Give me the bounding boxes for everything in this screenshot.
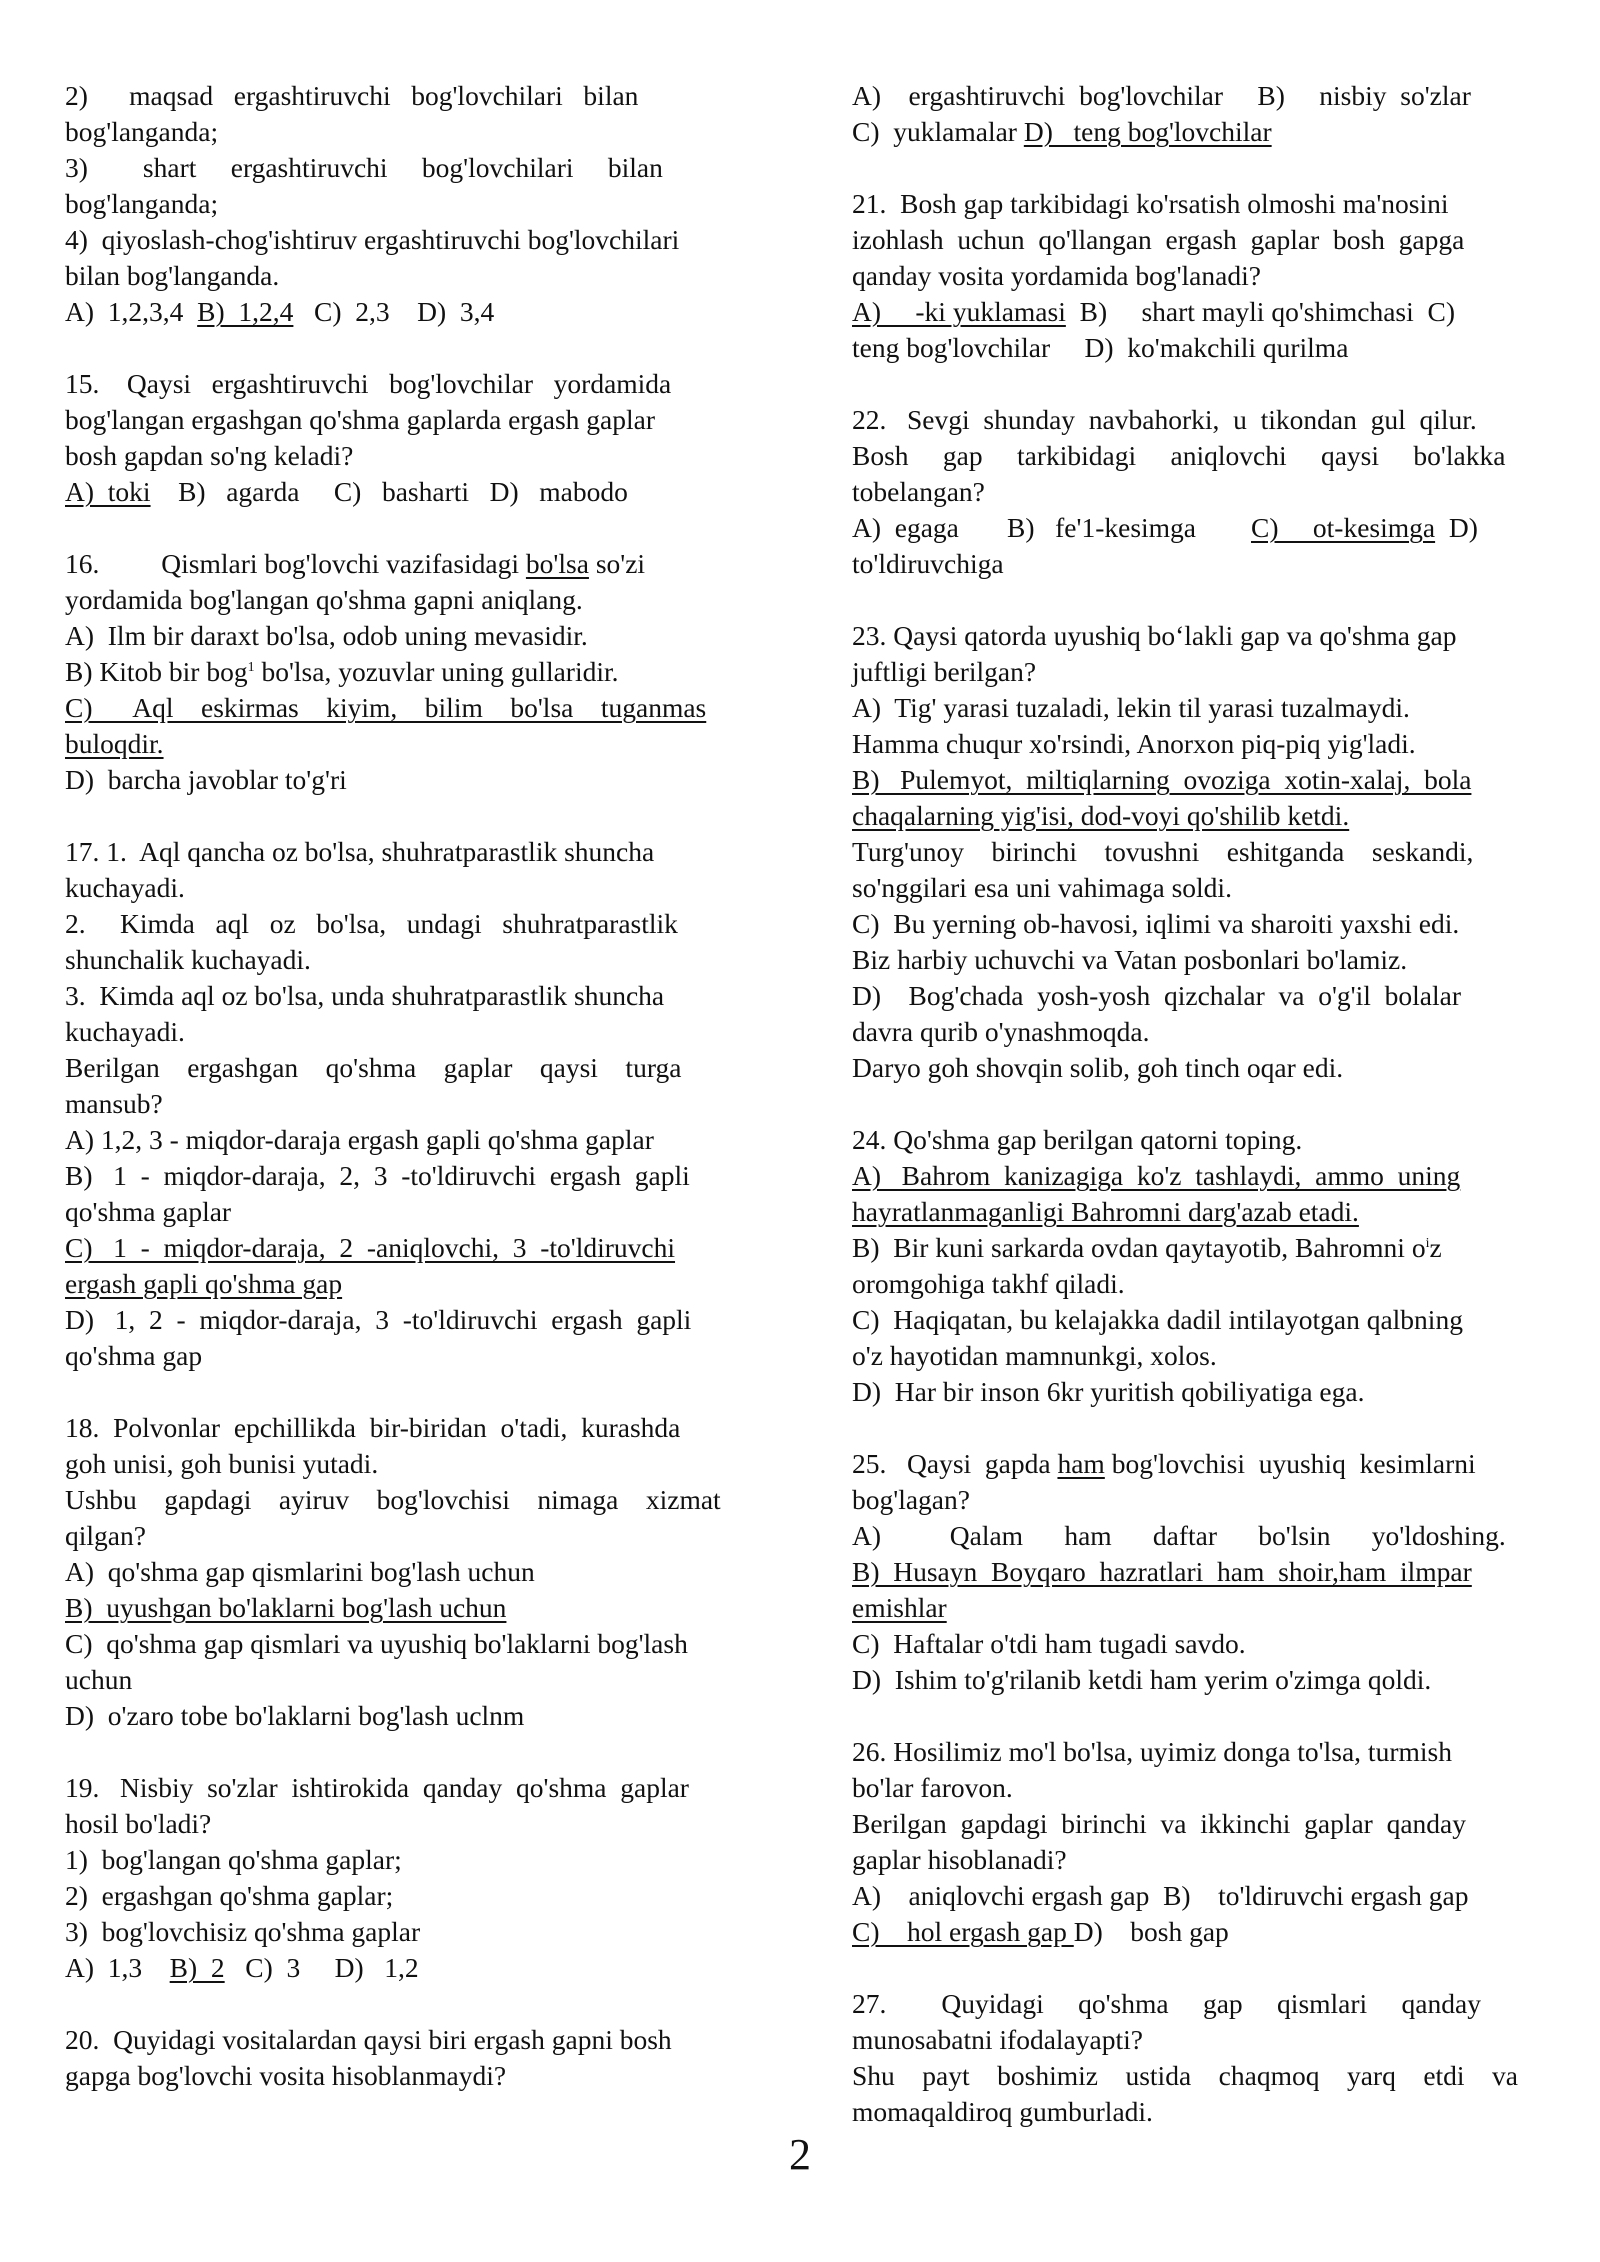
q26-answers-line1: A) aniqlovchi ergash gap B) to'ldiruvchi ergash gap [852,1880,1469,1911]
q25-underlined-word: ham [1057,1448,1105,1479]
q14-option-4-line2: bilan bog'langanda. [65,260,280,291]
q25-answer-b-correct-line2: emishlar [852,1592,947,1623]
q25-line1: 25. Qaysi gapda ham bog'lovchisi uyushiq kesimlarni [852,1448,1476,1479]
q24-answer-c-line2: o'z hayotidan mamnunkgi, xolos. [852,1340,1217,1371]
q22-line2: Bosh gap tarkibidagi aniqlovchi qaysi bo'lakka [852,440,1506,471]
q19-answers: A) 1,3 B) 2 C) 3 D) 1,2 [65,1952,419,1983]
q16-answer-c-correct-line1: C) Aql eskirmas kiyim, bilim bo'lsa tuganmas [65,692,707,723]
q18-line4: qilgan? [65,1520,146,1551]
q21-line2: izohlash uchun qo'llangan ergash gaplar bosh gapga [852,224,1465,255]
q17-line5: 3. Kimda aql oz bo'lsa, unda shuhratparastlik shuncha [65,980,665,1011]
q17-line1: 17. 1. Aql qancha oz bo'lsa, shuhratparastlik shuncha [65,836,655,867]
q14-answers [65,294,757,330]
q27-line3: Shu payt boshimiz ustida chaqmoq yarq etdi va [852,2060,1519,2091]
q23-answer-d-line2: davra qurib o'ynashmoqda. [852,1016,1150,1047]
q17-answer-b-line1: B) 1 - miqdor-daraja, 2, 3 -to'ldiruvchi ergash gapli [65,1160,690,1191]
q18-line1: 18. Polvonlar epchillikda bir-biridan o'tadi, kurashda [65,1412,681,1443]
q25-answer-b-correct-line1: B) Husayn Boyqaro hazratlari ham shoir,ham ilmpar [852,1556,1472,1587]
q18-line3: Ushbu gapdagi ayiruv bog'lovchisi nimaga xizmat [65,1484,721,1515]
q17-line3: 2. Kimda aql oz bo'lsa, undagi shuhratparastlik [65,908,678,939]
q16-answer-d: D) barcha javoblar to'g'ri [65,764,347,795]
q22-line3: tobelangan? [852,476,985,507]
q23-answer-a-line2: Hamma chuqur xo'rsindi, Anorxon piq-piq yig'ladi. [852,728,1416,759]
q17-line8: mansub? [65,1088,163,1119]
q20-line1: 20. Quyidagi vositalardan qaysi biri ergash gapni bosh [65,2024,672,2055]
q19-answer-b-correct: B) 2 [169,1952,225,1983]
q22-answers-line2: to'ldiruvchiga [852,548,1004,579]
q23-line2: juftligi berilgan? [852,656,1037,687]
q15-answer-a-correct: A) toki [65,476,151,507]
q18-answer-c-line1: C) qo'shma gap qismlari va uyushiq bo'laklarni bog'lash [65,1628,688,1659]
q20-line2: gapga bog'lovchi vosita hisoblanmaydi? [65,2060,507,2091]
q17-answer-b-line2: qo'shma gaplar [65,1196,232,1227]
q23-answer-b-line3: Turg'unoy birinchi tovushni eshitganda seskandi, [852,836,1474,867]
q17-answer-c-correct-line2: ergash gapli qo'shma gap [65,1268,343,1299]
q17-line2: kuchayadi. [65,872,185,903]
q17-answer-c-correct-line1: C) 1 - miqdor-daraja, 2 -aniqlovchi, 3 -to'ldiruvchi [65,1232,676,1263]
q26-answers-line2: C) hol ergash gap D) bosh gap [852,1916,1229,1947]
q23-answer-b-line4: so'nggilari esa uni vahimaga soldi. [852,872,1232,903]
q22-answers-line1: A) egaga B) fe'1-kesimga C) ot-kesimga D) [852,512,1478,543]
q22-line1: 22. Sevgi shunday navbahorki, u tikondan gul qilur. [852,404,1477,435]
q26-line4: gaplar hisoblanadi? [852,1844,1067,1875]
q17-answer-d-line2: qo'shma gap [65,1340,203,1371]
q18-answer-d: D) o'zaro tobe bo'laklarni bog'lash uclnm [65,1700,525,1731]
q19-option-3: 3) bog'lovchisiz qo'shma gaplar [65,1916,421,1947]
q26-line2: bo'lar farovon. [852,1772,1013,1803]
q26-line3: Berilgan gapdagi birinchi va ikkinchi gaplar qanday [852,1808,1466,1839]
q25-line2: bog'lagan? [852,1484,970,1515]
q27-line2: munosabatni ifodalayapti? [852,2024,1143,2055]
q18-answer-c-line2: uchun [65,1664,133,1695]
q18-answer-a: A) qo'shma gap qismlarini bog'lash uchun [65,1556,535,1587]
q14-answer-b-correct: B) 1,2,4 [197,296,294,327]
q14-option-3-line1: 3) shart ergashtiruvchi bog'lovchilari bilan [65,152,663,183]
q17-answer-a: A) 1,2, 3 - miqdor-daraja ergash gapli qo'shma gaplar [65,1124,654,1155]
q15-answers [65,474,757,510]
q19-line1: 19. Nisbiy so'zlar ishtirokida qanday qo'shma gaplar [65,1772,689,1803]
q17-line6: kuchayadi. [65,1016,185,1047]
q14-option-2-line2: bog'langanda; [65,116,219,147]
q19-option-1: 1) bog'langan qo'shma gaplar; [65,1844,402,1875]
q24-answer-d: D) Har bir inson 6kr yuritish qobiliyatiga ega. [852,1376,1365,1407]
q16-line2: yordamida bog'langan qo'shma gapni aniqlang. [65,584,583,615]
q21-answers-line1: A) -ki yuklamasi B) shart mayli qo'shimchasi C) [852,296,1456,327]
q24-answer-a-correct-line1: A) Bahrom kanizagiga ko'z tashlaydi, ammo uning [852,1160,1461,1191]
q16-answer-a: A) Ilm bir daraxt bo'lsa, odob uning mevasidir. [65,620,588,651]
q23-answer-d-line1: D) Bog'chada yosh-yosh qizchalar va o'g'il bolalar [852,980,1462,1011]
q25-answer-a: A) Qalam ham daftar bo'lsin yo'ldoshing. [852,1520,1506,1551]
q23-line1: 23. Qaysi qatorda uyushiq bo‘lakli gap va qo'shma gap [852,620,1457,651]
q27-line4: momaqaldiroq gumburladi. [852,2096,1153,2127]
q23-answer-c-line2: Biz harbiy uchuvchi va Vatan posbonlari bo'lamiz. [852,944,1408,975]
q16-underlined-word: bo'lsa [525,548,589,579]
q24-answer-a-correct-line2: hayratlanmaganligi Bahromni darg'azab etadi. [852,1196,1359,1227]
q25-answer-c: C) Haftalar o'tdi ham tugadi savdo. [852,1628,1246,1659]
left-column [65,78,757,2094]
q18-answer-b-correct: B) uyushgan bo'laklarni bog'lash uchun [65,1592,507,1623]
q16-line1: 16. Qismlari bog'lovchi vazifasidagi bo'lsa so'zi [65,548,646,579]
q24-answer-b-line2: oromgohiga takhf qiladi. [852,1268,1125,1299]
q15-answer-rest: B) agarda C) basharti D) mabodo [150,476,628,507]
q23-answer-b-correct-line1: B) Pulemyot, miltiqlarning ovoziga xotin-xalaj, bola [852,764,1472,795]
q23-answer-b-correct-line2: chaqalarning yig'isi, dod-voyi qo'shilib ketdi. [852,800,1350,831]
q14-answer-a: A) 1,2,3,4 [65,296,198,327]
q20-answer-d-correct: D) teng bog'lovchilar [1023,116,1272,147]
q23-answer-a-line1: A) Tig' yarasi tuzaladi, lekin til yarasi tuzalmaydi. [852,692,1410,723]
right-column [852,78,1544,2130]
q23-answer-c-line1: C) Bu yerning ob-havosi, iqlimi va sharoiti yaxshi edi. [852,908,1460,939]
q19-line2: hosil bo'ladi? [65,1808,212,1839]
footnote-mark: 1 [247,659,255,675]
q17-line4: shunchalik kuchayadi. [65,944,311,975]
q20-answers-line1: A) ergashtiruvchi bog'lovchilar B) nisbiy so'zlar [852,80,1471,111]
q14-option-3-line2: bog'langanda; [65,188,219,219]
q17-answer-d-line1: D) 1, 2 - miqdor-daraja, 3 -to'ldiruvchi ergash gapli [65,1304,692,1335]
q21-answer-a-correct: A) -ki yuklamasi [852,296,1066,327]
q20-answers-line2: C) yuklamalar D) teng bog'lovchilar [852,116,1272,147]
q15-line1: 15. Qaysi ergashtiruvchi bog'lovchilar yordamida [65,368,672,399]
q15-line3: bosh gapdan so'ng keladi? [65,440,354,471]
q16-answer-b: B) Kitob bir bog$^1$ bo'lsa, yozuvlar uning gullaridir. [65,656,619,687]
q19-option-2: 2) ergashgan qo'shma gaplar; [65,1880,394,1911]
q14-answer-cd: C) 2,3 D) 3,4 [293,296,495,327]
q21-answers-line2: teng bog'lovchilar D) ko'makchili qurilma [852,332,1349,363]
q26-answer-c-correct: C) hol ergash gap [852,1916,1074,1947]
q23-answer-d-line3: Daryo goh shovqin solib, goh tinch oqar edi. [852,1052,1344,1083]
q24-answer-c-line1: C) Haqiqatan, bu kelajakka dadil intilayotgan qalbning [852,1304,1463,1335]
q27-line1: 27. Quyidagi qo'shma gap qismlari qanday [852,1988,1481,2019]
q21-line1: 21. Bosh gap tarkibidagi ko'rsatish olmoshi ma'nosini [852,188,1449,219]
q14-option-2-line1: 2) maqsad ergashtiruvchi bog'lovchilari bilan [65,80,639,111]
q15-line2: bog'langan ergashgan qo'shma gaplarda ergash gaplar [65,404,656,435]
q24-answer-b-line1: B) Bir kuni sarkarda ovdan qaytayotib, Bahromni $o^iz$ [852,1232,1442,1263]
q21-line3: qanday vosita yordamida bog'lanadi? [852,260,1261,291]
q16-answer-c-correct-line2: buloqdir. [65,728,164,759]
q25-answer-d: D) Ishim to'g'rilanib ketdi ham yerim o'zimga qoldi. [852,1664,1432,1695]
q14-option-4-line1: 4) qiyoslash-chog'ishtiruv ergashtiruvchi bog'lovchilari [65,224,680,255]
q26-line1: 26. Hosilimiz mo'l bo'lsa, uyimiz donga to'lsa, turmish [852,1736,1452,1767]
q17-line7: Berilgan ergashgan qo'shma gaplar qaysi turga [65,1052,682,1083]
q24-line1: 24. Qo'shma gap berilgan qatorni toping. [852,1124,1303,1155]
page-number: 2 [789,2130,811,2179]
q18-line2: goh unisi, goh bunisi yutadi. [65,1448,379,1479]
q22-answer-c-correct: C) ot-kesimga [1251,512,1436,543]
